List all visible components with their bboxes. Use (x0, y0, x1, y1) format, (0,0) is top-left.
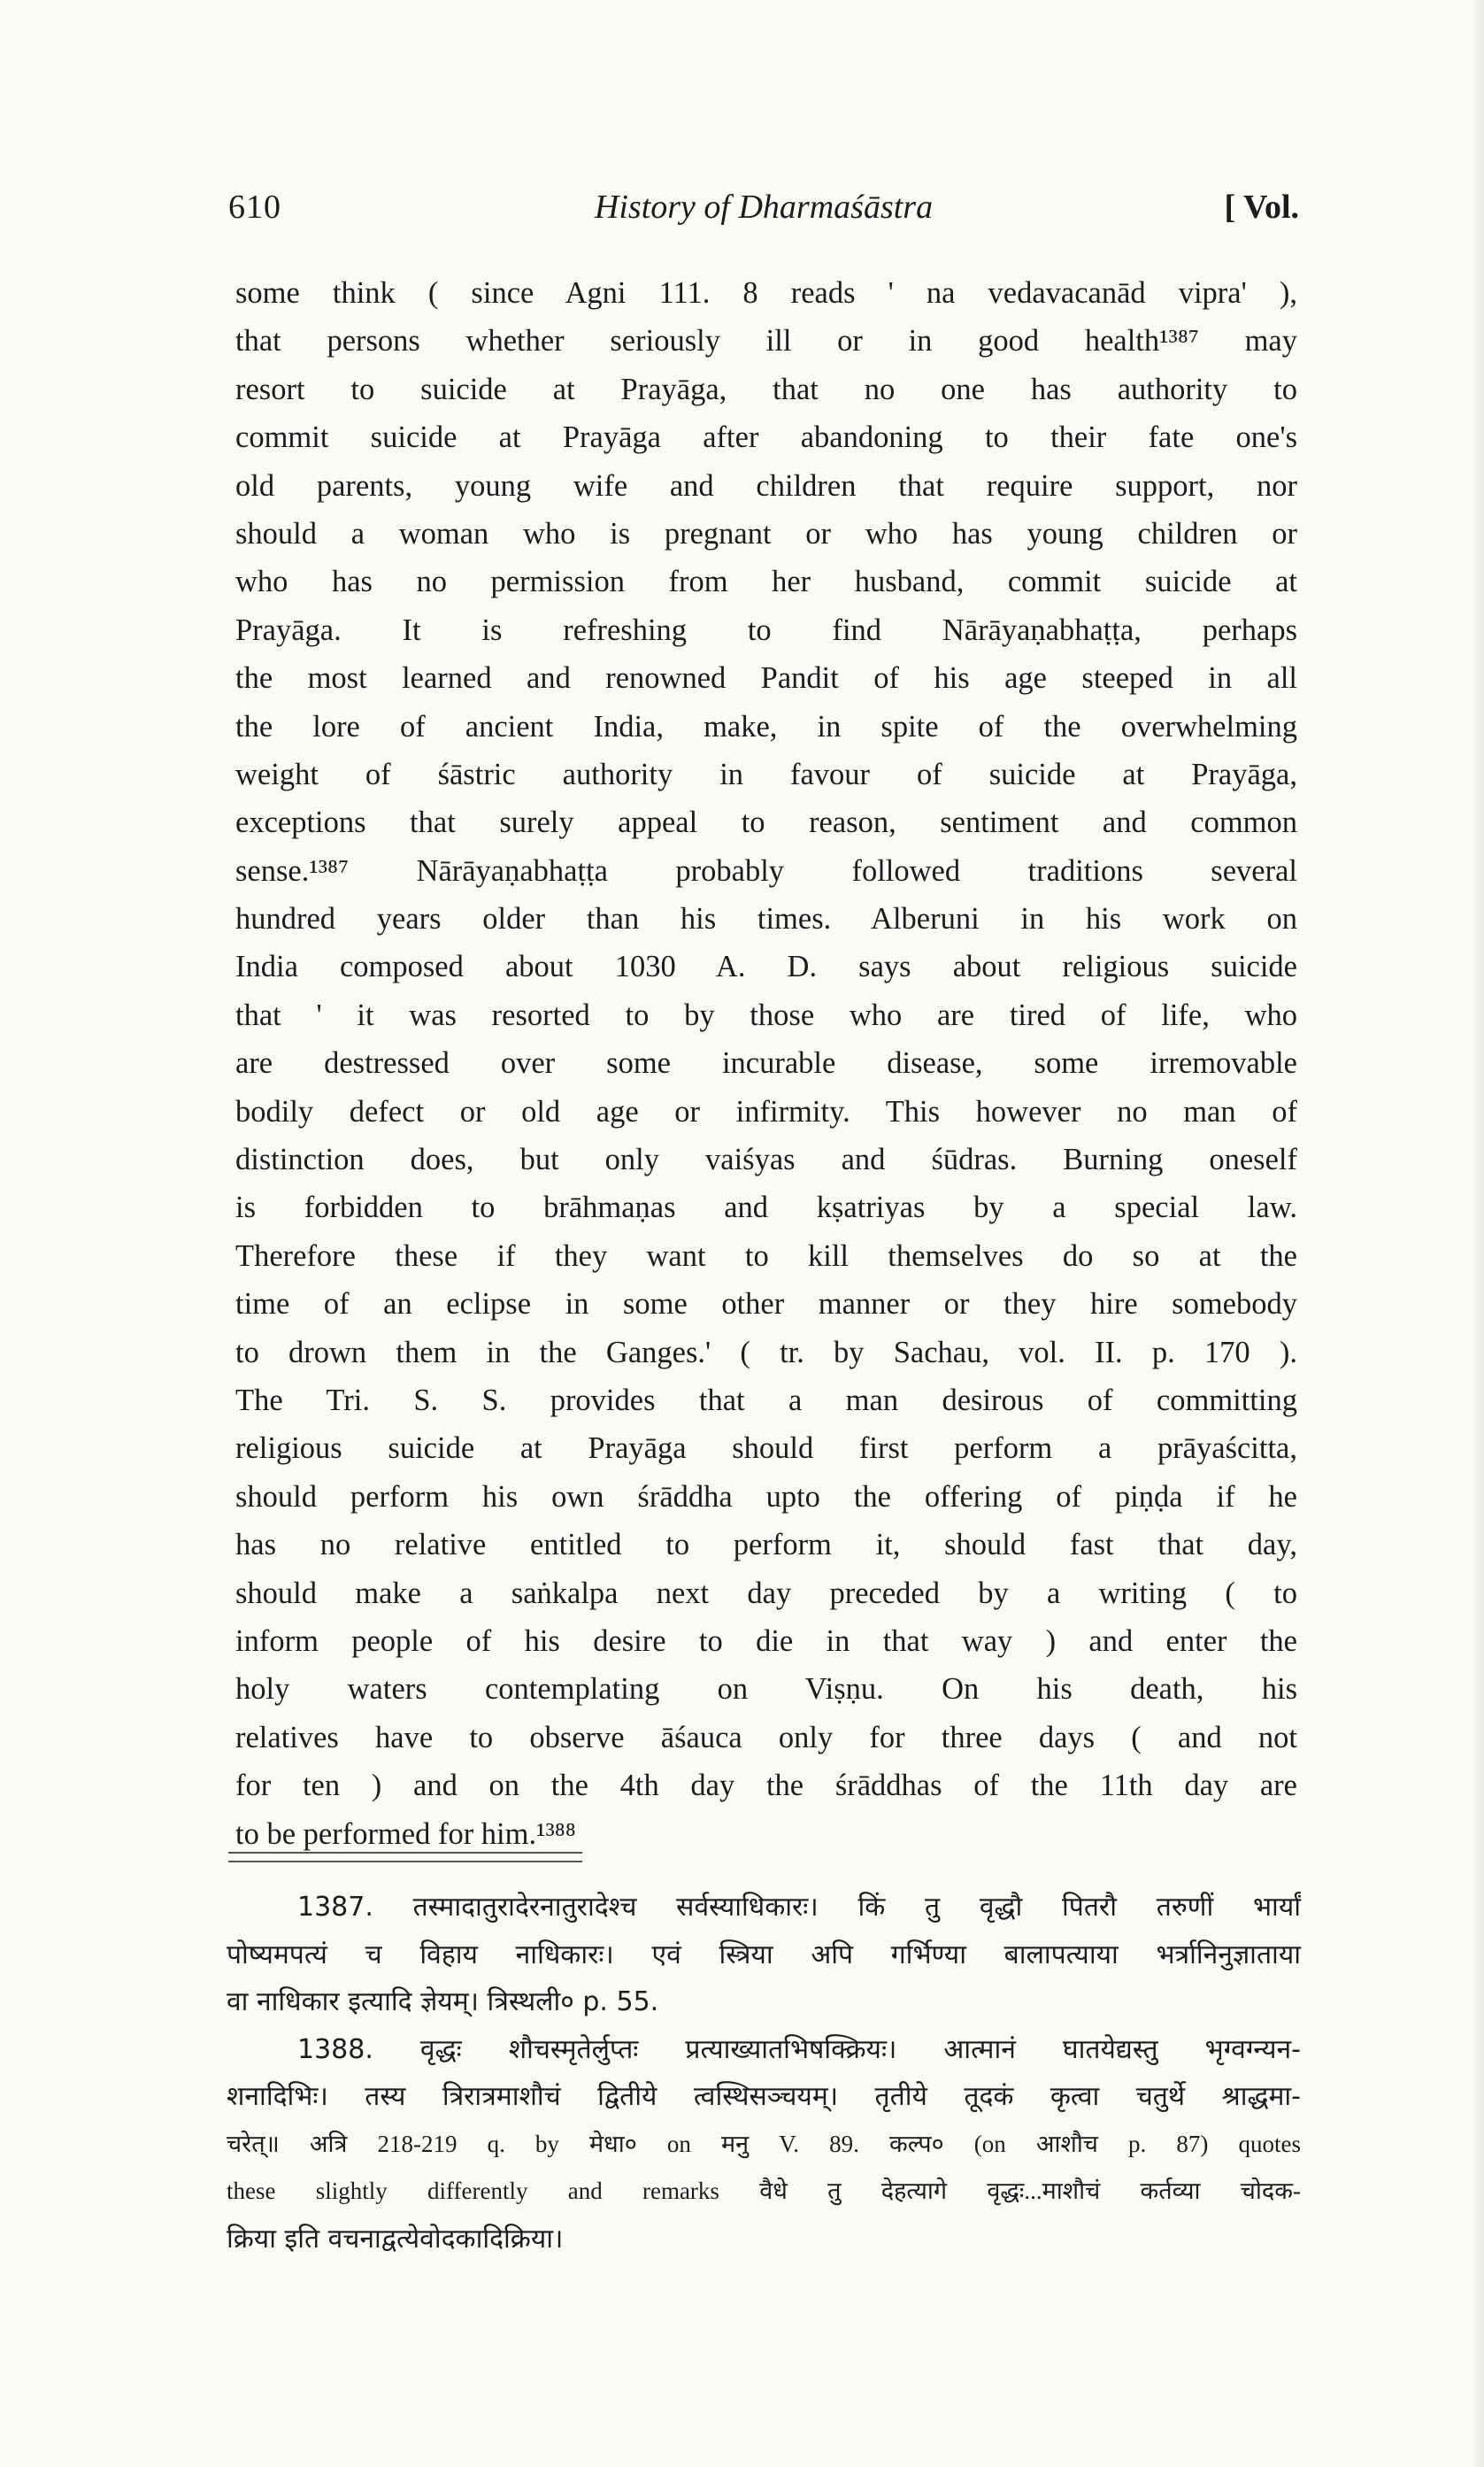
body-line: Therefore these if they want to kill themselves do so at the (235, 1238, 1297, 1273)
body-line: should perform his own śrāddha upto the offering of piṇḍa if he (235, 1479, 1297, 1514)
body-line: sense.¹³⁸⁷ Nārāyaṇabhaṭṭa probably followed traditions several (235, 853, 1297, 888)
body-line: resort to suicide at Prayāga, that no one has authority to (235, 372, 1297, 406)
body-line: to be performed for him.¹³⁸⁸ (235, 1816, 576, 1851)
body-text (235, 269, 1297, 1858)
body-line: should make a saṅkalpa next day preceded by a writing ( to (235, 1576, 1297, 1610)
body-line: the most learned and renowned Pandit of his age steeped in all (235, 661, 1297, 696)
body-line: old parents, young wife and children that require support, nor (235, 468, 1297, 503)
body-line: India composed about 1030 A. D. says about religious suicide (235, 950, 1297, 984)
footnote-line: चरेत्॥ अत्रि 218-219 q. by मेधा० on मनु V. 89. कल्प० (on आशौच p. 87) quotes (227, 2130, 1301, 2157)
body-line: some think ( since Agni 111. 8 reads ' na vedavacanād vipra' ), (235, 276, 1297, 310)
footnote-line: वा नाधिकार इत्यादि ज्ञेयम्। त्रिस्थली० p. 55. (227, 1986, 659, 2017)
footnote-line: these slightly differently and remarks वैधे तु देहत्यागे वृद्धः...माशौचं कर्तव्या चोदक- (227, 2178, 1301, 2204)
body-line: to drown them in the Ganges.' ( tr. by Sachau, vol. II. p. 170 ). (235, 1335, 1297, 1369)
volume-marker: [ Vol. (1224, 189, 1299, 226)
body-line: commit suicide at Prayāga after abandoning to their fate one's (235, 420, 1297, 455)
body-line: should a woman who is pregnant or who has young children or (235, 516, 1297, 551)
footnote-line: पोष्यमपत्यं च विहाय नाधिकारः। एवं स्त्रिया अपि गर्भिण्या बालापत्याया भर्त्रानिनुज्ञाताया (227, 1939, 1301, 1970)
page-edge (1470, 0, 1484, 2467)
body-line: hundred years older than his times. Alberuni in his work on (235, 902, 1297, 937)
body-line: are destressed over some incurable disease, some irremovable (235, 1046, 1297, 1081)
body-line: bodily defect or old age or infirmity. This however no man of (235, 1094, 1297, 1129)
body-line: distinction does, but only vaiśyas and śūdras. Burning oneself (235, 1143, 1297, 1177)
body-line: time of an eclipse in some other manner or they hire somebody (235, 1287, 1297, 1322)
footnote-line: 1387. तस्मादातुरादेरनातुरादेश्च सर्वस्याधिकारः। किं तु वृद्धौ पितरौ तरुणीं भार्यां (297, 1892, 1301, 1923)
body-line: weight of śāstric authority in favour of suicide at Prayāga, (235, 757, 1297, 791)
footnote-line: 1388. वृद्धः शौचस्मृतेर्लुप्तः प्रत्याख्यातभिषक्क्रियः। आत्मानं घातयेद्यस्तु भृग्वग्न्यन- (297, 2033, 1301, 2065)
body-line: relatives have to observe āśauca only for three days ( and not (235, 1720, 1297, 1754)
running-title: History of Dharmaśāstra (594, 189, 934, 226)
body-line: exceptions that surely appeal to reason, sentiment and common (235, 806, 1297, 840)
body-line: Prayāga. It is refreshing to find Nārāyaṇabhaṭṭa, perhaps (235, 613, 1297, 647)
body-line: the lore of ancient India, make, in spite of the overwhelming (235, 709, 1297, 744)
page-number: 610 (228, 189, 281, 226)
body-line: holy waters contemplating on Viṣṇu. On his death, his (235, 1672, 1297, 1707)
page-header (228, 188, 1299, 241)
body-line: that persons whether seriously ill or in good health¹³⁸⁷ may (235, 324, 1297, 358)
body-line: that ' it was resorted to by those who are tired of life, who (235, 998, 1297, 1032)
body-line: The Tri. S. S. provides that a man desirous of committing (235, 1383, 1297, 1417)
body-line: for ten ) and on the 4th day the śrāddhas of the 11th day are (235, 1769, 1297, 1803)
body-line: who has no permission from her husband, commit suicide at (235, 565, 1297, 599)
footnote-line: क्रिया इति वचनाद्वत्येवोदकादिक्रिया। (227, 2223, 564, 2255)
body-line: inform people of his desire to die in that way ) and enter the (235, 1623, 1297, 1658)
footnote-line: शनादिभिः। तस्य त्रिरात्रमाशौचं द्वितीये त्वस्थिसञ्चयम्। तृतीये तूदकं कृत्वा चतुर्थे श्राद्धमा- (227, 2081, 1301, 2112)
body-line: religious suicide at Prayāga should first perform a prāyaścitta, (235, 1431, 1297, 1466)
body-line: is forbidden to brāhmaṇas and kṣatriyas by a special law. (235, 1191, 1297, 1225)
body-line: has no relative entitled to perform it, should fast that day, (235, 1528, 1297, 1562)
footnotes (227, 1884, 1301, 2263)
footnote-separator (228, 1852, 582, 1862)
